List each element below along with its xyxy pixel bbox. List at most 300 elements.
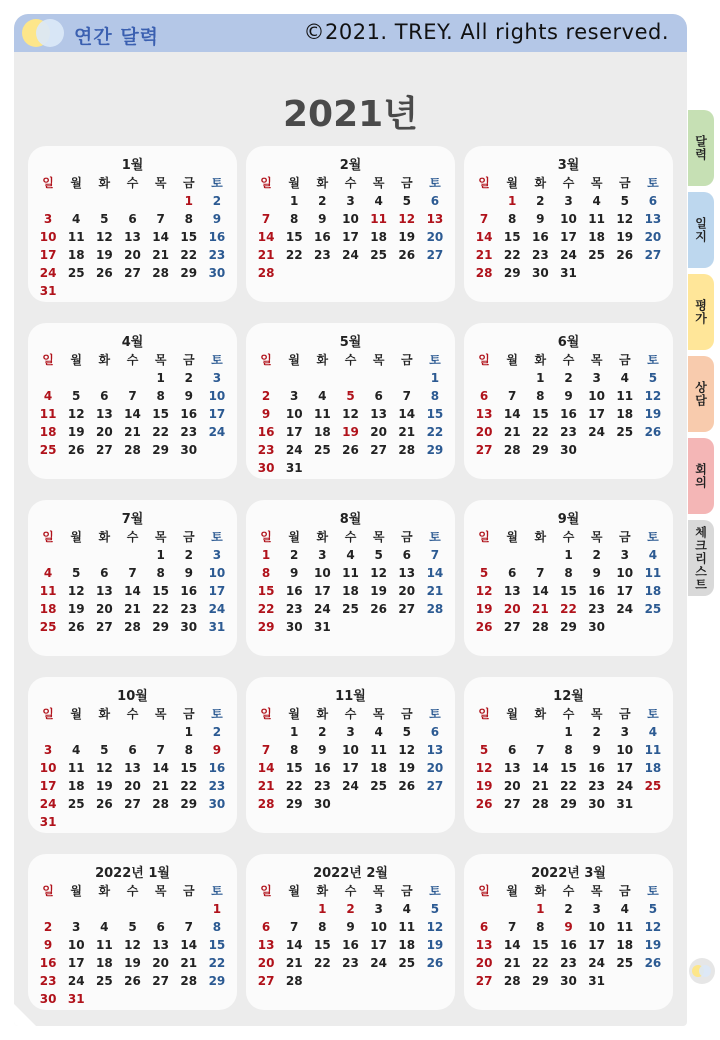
day-cell: 15: [285, 230, 303, 244]
day-cell: 3: [620, 548, 629, 562]
day-cell: 14: [532, 584, 549, 598]
day-cell: 9: [318, 743, 327, 757]
day-cell: 14: [124, 584, 141, 598]
month-days: [34, 528, 231, 636]
page-corner: [14, 1004, 36, 1026]
weekday-header: 화: [316, 707, 329, 721]
month-card: [246, 323, 455, 479]
empty-cell: [34, 723, 62, 741]
day-cell: 15: [257, 584, 275, 598]
day-cell: 21: [475, 248, 493, 262]
weekday-header: 월: [506, 707, 518, 721]
day-cell: 1: [564, 548, 573, 562]
day-cell: 23: [342, 956, 359, 970]
day-cell: 19: [644, 407, 662, 421]
day-cell: 7: [508, 920, 517, 934]
empty-cell: [118, 192, 146, 210]
month-days: [34, 351, 231, 459]
weekday-header: 월: [288, 707, 300, 721]
day-cell: 17: [285, 425, 303, 439]
day-cell: 3: [43, 212, 53, 226]
day-cell: 21: [124, 425, 141, 439]
day-cell: 11: [342, 566, 359, 580]
month-days: [34, 174, 231, 300]
day-cell: 7: [536, 743, 545, 757]
day-cell: 11: [96, 938, 113, 952]
day-cell: 16: [588, 761, 605, 775]
weekday-header: 목: [372, 176, 385, 190]
day-cell: 17: [588, 407, 605, 421]
day-cell: 1: [290, 725, 299, 739]
weekday-header: 일: [42, 353, 54, 367]
weekday-header: 수: [126, 530, 139, 544]
weekday-header: 일: [478, 176, 490, 190]
weekday-header: 토: [429, 707, 441, 721]
day-cell: 17: [314, 584, 331, 598]
empty-cell: [470, 723, 498, 741]
empty-cell: [34, 546, 62, 564]
day-cell: 20: [644, 230, 662, 244]
day-cell: 19: [616, 230, 634, 244]
day-cell: 22: [314, 956, 331, 970]
month-title: 2022년 2월: [313, 866, 388, 881]
day-cell: 3: [592, 902, 601, 916]
day-cell: 1: [290, 194, 299, 208]
day-cell: 23: [39, 974, 57, 988]
month-card: [464, 854, 673, 1010]
day-cell: 11: [314, 407, 331, 421]
weekday-header: 일: [260, 353, 272, 367]
day-cell: 4: [346, 548, 355, 562]
day-cell: 29: [560, 620, 577, 634]
day-cell: 8: [261, 566, 271, 580]
month-card: [464, 677, 673, 833]
day-cell: 3: [592, 371, 601, 385]
day-cell: 13: [644, 212, 662, 226]
day-cell: 1: [184, 194, 193, 208]
day-cell: 17: [588, 938, 605, 952]
day-cell: 28: [152, 797, 169, 811]
month-title: 4월: [121, 335, 144, 350]
day-cell: 29: [208, 974, 226, 988]
weekday-header: 수: [562, 884, 575, 898]
month-title: 5월: [339, 335, 362, 350]
day-cell: 7: [508, 389, 517, 403]
day-cell: 21: [152, 248, 169, 262]
weekday-header: 금: [618, 353, 631, 367]
day-cell: 20: [503, 779, 521, 793]
weekday-header: 화: [316, 884, 329, 898]
day-cell: 24: [67, 974, 85, 988]
day-cell: 26: [67, 620, 85, 634]
day-cell: 16: [588, 584, 605, 598]
day-cell: 13: [152, 938, 169, 952]
day-cell: 12: [644, 920, 662, 934]
day-cell: 8: [184, 212, 193, 226]
day-cell: 23: [588, 779, 605, 793]
day-cell: 28: [398, 443, 416, 457]
day-cell: 22: [257, 602, 275, 616]
day-cell: 15: [208, 938, 226, 952]
side-tab[interactable]: [688, 192, 714, 268]
day-cell: 3: [43, 743, 53, 757]
day-cell: 10: [588, 920, 605, 934]
day-cell: 7: [184, 920, 193, 934]
day-cell: 30: [560, 443, 577, 457]
empty-cell: [62, 723, 90, 741]
home-button[interactable]: [689, 958, 715, 984]
day-cell: 18: [644, 761, 662, 775]
weekday-header: 일: [478, 707, 490, 721]
weekday-header: 일: [478, 884, 490, 898]
day-cell: 10: [342, 212, 359, 226]
weekday-header: 수: [126, 707, 139, 721]
day-cell: 18: [39, 425, 57, 439]
day-cell: 26: [475, 620, 493, 634]
day-cell: 21: [257, 779, 275, 793]
day-cell: 24: [616, 602, 634, 616]
day-cell: 21: [503, 956, 521, 970]
day-cell: 29: [285, 797, 303, 811]
day-cell: 22: [532, 425, 549, 439]
month-days: [470, 351, 667, 459]
day-cell: 9: [592, 566, 601, 580]
day-cell: 6: [479, 920, 489, 934]
day-cell: 27: [398, 602, 416, 616]
day-cell: 6: [430, 194, 440, 208]
month-days: [470, 882, 667, 990]
day-cell: 18: [39, 602, 57, 616]
month-days: [252, 351, 449, 477]
day-cell: 14: [398, 407, 416, 421]
empty-cell: [252, 900, 280, 918]
day-cell: 10: [616, 743, 634, 757]
empty-cell: [118, 723, 146, 741]
weekday-header: 목: [590, 353, 603, 367]
side-tab-label: 체크리스트: [693, 525, 708, 591]
day-cell: 25: [67, 266, 85, 280]
day-cell: 31: [67, 992, 85, 1006]
day-cell: 15: [152, 584, 169, 598]
day-cell: 29: [532, 974, 549, 988]
day-cell: 14: [257, 230, 275, 244]
day-cell: 9: [592, 743, 601, 757]
day-cell: 23: [180, 602, 198, 616]
day-cell: 10: [285, 407, 303, 421]
empty-cell: [498, 546, 526, 564]
weekday-header: 토: [647, 353, 659, 367]
day-cell: 31: [39, 815, 57, 829]
month-title: 6월: [557, 335, 580, 350]
day-cell: 28: [152, 266, 169, 280]
day-cell: 15: [503, 230, 521, 244]
day-cell: 5: [430, 902, 440, 916]
day-cell: 22: [152, 425, 169, 439]
day-cell: 15: [426, 407, 444, 421]
day-cell: 30: [588, 620, 605, 634]
day-cell: 2: [564, 371, 573, 385]
day-cell: 7: [128, 389, 137, 403]
day-cell: 21: [398, 425, 416, 439]
day-cell: 4: [592, 194, 601, 208]
day-cell: 4: [648, 548, 658, 562]
weekday-header: 화: [534, 707, 547, 721]
day-cell: 20: [426, 761, 444, 775]
empty-cell: [118, 546, 146, 564]
day-cell: 8: [564, 743, 573, 757]
day-cell: 31: [314, 620, 331, 634]
day-cell: 13: [124, 761, 141, 775]
day-cell: 21: [503, 425, 521, 439]
side-tab[interactable]: [688, 438, 714, 514]
weekday-header: 토: [211, 707, 223, 721]
day-cell: 25: [616, 425, 634, 439]
weekday-header: 수: [344, 176, 357, 190]
day-cell: 28: [532, 797, 549, 811]
empty-cell: [34, 192, 62, 210]
day-cell: 28: [503, 974, 521, 988]
day-cell: 13: [503, 584, 521, 598]
empty-cell: [470, 369, 498, 387]
day-cell: 18: [67, 248, 85, 262]
day-cell: 27: [475, 974, 493, 988]
day-cell: 23: [180, 425, 198, 439]
day-cell: 30: [560, 974, 577, 988]
day-cell: 20: [124, 248, 141, 262]
day-cell: 23: [285, 602, 303, 616]
day-cell: 23: [560, 425, 577, 439]
day-cell: 6: [261, 920, 271, 934]
day-cell: 3: [72, 920, 81, 934]
day-cell: 17: [67, 956, 85, 970]
empty-cell: [62, 900, 90, 918]
day-cell: 12: [342, 407, 359, 421]
day-cell: 1: [156, 371, 165, 385]
day-cell: 21: [285, 956, 303, 970]
day-cell: 29: [532, 443, 549, 457]
side-tab[interactable]: [688, 274, 714, 350]
empty-cell: [280, 369, 308, 387]
day-cell: 5: [100, 212, 109, 226]
day-cell: 5: [402, 725, 411, 739]
day-cell: 31: [39, 284, 57, 298]
day-cell: 8: [536, 920, 545, 934]
day-cell: 15: [180, 230, 198, 244]
weekday-header: 일: [478, 530, 490, 544]
month-days: [470, 528, 667, 636]
day-cell: 6: [128, 743, 137, 757]
day-cell: 3: [212, 548, 222, 562]
weekday-header: 수: [344, 707, 357, 721]
day-cell: 6: [402, 548, 411, 562]
weekday-header: 월: [70, 707, 82, 721]
weekday-header: 토: [211, 353, 223, 367]
day-cell: 12: [124, 938, 141, 952]
day-cell: 21: [152, 779, 169, 793]
day-cell: 24: [342, 248, 359, 262]
day-cell: 13: [475, 938, 493, 952]
day-cell: 8: [156, 566, 165, 580]
side-tab[interactable]: [688, 356, 714, 432]
day-cell: 3: [374, 902, 383, 916]
day-cell: 8: [536, 389, 545, 403]
day-cell: 1: [430, 371, 440, 385]
day-cell: 27: [96, 443, 113, 457]
day-cell: 28: [503, 443, 521, 457]
day-cell: 4: [402, 902, 411, 916]
day-cell: 10: [370, 920, 387, 934]
month-card: [28, 500, 237, 656]
day-cell: 25: [67, 797, 85, 811]
day-cell: 7: [261, 743, 271, 757]
day-cell: 11: [39, 407, 57, 421]
side-tab[interactable]: [688, 520, 714, 596]
day-cell: 14: [532, 761, 549, 775]
weekday-header: 월: [288, 530, 300, 544]
day-cell: 9: [261, 407, 271, 421]
day-cell: 10: [39, 230, 57, 244]
day-cell: 24: [39, 266, 57, 280]
day-cell: 27: [426, 248, 444, 262]
day-cell: 3: [318, 548, 327, 562]
day-cell: 26: [644, 956, 662, 970]
weekday-header: 금: [182, 176, 195, 190]
day-cell: 13: [426, 212, 444, 226]
day-cell: 2: [592, 725, 601, 739]
day-cell: 19: [398, 761, 416, 775]
day-cell: 11: [644, 743, 662, 757]
weekday-header: 월: [70, 884, 82, 898]
day-cell: 18: [644, 584, 662, 598]
day-cell: 30: [208, 266, 226, 280]
day-cell: 10: [314, 566, 331, 580]
day-cell: 3: [346, 194, 355, 208]
weekday-header: 토: [647, 884, 659, 898]
day-cell: 10: [67, 938, 85, 952]
weekday-header: 금: [400, 707, 413, 721]
day-cell: 24: [314, 602, 331, 616]
day-cell: 24: [208, 425, 226, 439]
day-cell: 2: [290, 548, 299, 562]
day-cell: 12: [475, 584, 493, 598]
day-cell: 16: [208, 230, 226, 244]
day-cell: 13: [124, 230, 141, 244]
day-cell: 16: [314, 230, 331, 244]
empty-cell: [252, 192, 280, 210]
day-cell: 6: [374, 389, 383, 403]
weekday-header: 토: [647, 530, 659, 544]
day-cell: 5: [100, 743, 109, 757]
day-cell: 29: [152, 443, 169, 457]
month-card: [464, 146, 673, 302]
day-cell: 25: [644, 779, 662, 793]
day-cell: 8: [430, 389, 440, 403]
day-cell: 8: [156, 389, 165, 403]
weekday-header: 화: [98, 176, 111, 190]
day-cell: 22: [560, 779, 577, 793]
day-cell: 27: [96, 620, 113, 634]
day-cell: 25: [644, 602, 662, 616]
day-cell: 14: [285, 938, 303, 952]
day-cell: 15: [532, 938, 549, 952]
day-cell: 8: [184, 743, 193, 757]
day-cell: 18: [342, 584, 359, 598]
weekday-header: 수: [344, 353, 357, 367]
day-cell: 12: [616, 212, 634, 226]
day-cell: 26: [370, 602, 387, 616]
month-card: [28, 854, 237, 1010]
day-cell: 22: [180, 248, 198, 262]
copyright-text: ©2021. TREY. All rights reserved.: [303, 20, 669, 44]
day-cell: 3: [290, 389, 299, 403]
day-cell: 6: [430, 725, 440, 739]
month-days: [470, 174, 667, 282]
month-card: [246, 677, 455, 833]
day-cell: 24: [342, 779, 359, 793]
weekday-header: 금: [618, 176, 631, 190]
month-days: [252, 705, 449, 813]
day-cell: 5: [648, 902, 658, 916]
weekday-header: 월: [288, 884, 300, 898]
weekday-header: 수: [562, 353, 575, 367]
weekday-header: 금: [182, 884, 195, 898]
day-cell: 2: [212, 194, 222, 208]
day-cell: 26: [398, 779, 416, 793]
weekday-header: 월: [506, 353, 518, 367]
day-cell: 26: [644, 425, 662, 439]
day-cell: 15: [560, 761, 577, 775]
day-cell: 20: [257, 956, 275, 970]
day-cell: 4: [72, 212, 81, 226]
month-title: 8월: [339, 512, 362, 527]
empty-cell: [34, 369, 62, 387]
day-cell: 24: [370, 956, 387, 970]
weekday-header: 일: [42, 176, 54, 190]
weekday-header: 월: [70, 176, 82, 190]
day-cell: 8: [564, 566, 573, 580]
day-cell: 16: [342, 938, 359, 952]
day-cell: 11: [398, 920, 416, 934]
day-cell: 10: [39, 761, 57, 775]
day-cell: 26: [342, 443, 359, 457]
month-days: [252, 174, 449, 282]
weekday-header: 토: [211, 884, 223, 898]
day-cell: 1: [318, 902, 327, 916]
side-tab[interactable]: [688, 110, 714, 186]
month-days: [252, 882, 449, 990]
day-cell: 22: [285, 248, 303, 262]
empty-cell: [147, 900, 175, 918]
day-cell: 30: [208, 797, 226, 811]
day-cell: 12: [67, 584, 85, 598]
day-cell: 26: [124, 974, 141, 988]
day-cell: 23: [314, 248, 331, 262]
day-cell: 9: [184, 389, 193, 403]
day-cell: 29: [152, 620, 169, 634]
day-cell: 7: [290, 920, 299, 934]
day-cell: 26: [616, 248, 634, 262]
weekday-header: 화: [98, 353, 111, 367]
empty-cell: [62, 369, 90, 387]
empty-cell: [90, 900, 118, 918]
empty-cell: [90, 723, 118, 741]
day-cell: 6: [100, 566, 109, 580]
day-cell: 14: [180, 938, 198, 952]
day-cell: 17: [342, 230, 359, 244]
day-cell: 17: [39, 779, 57, 793]
day-cell: 16: [257, 425, 275, 439]
day-cell: 18: [616, 407, 634, 421]
